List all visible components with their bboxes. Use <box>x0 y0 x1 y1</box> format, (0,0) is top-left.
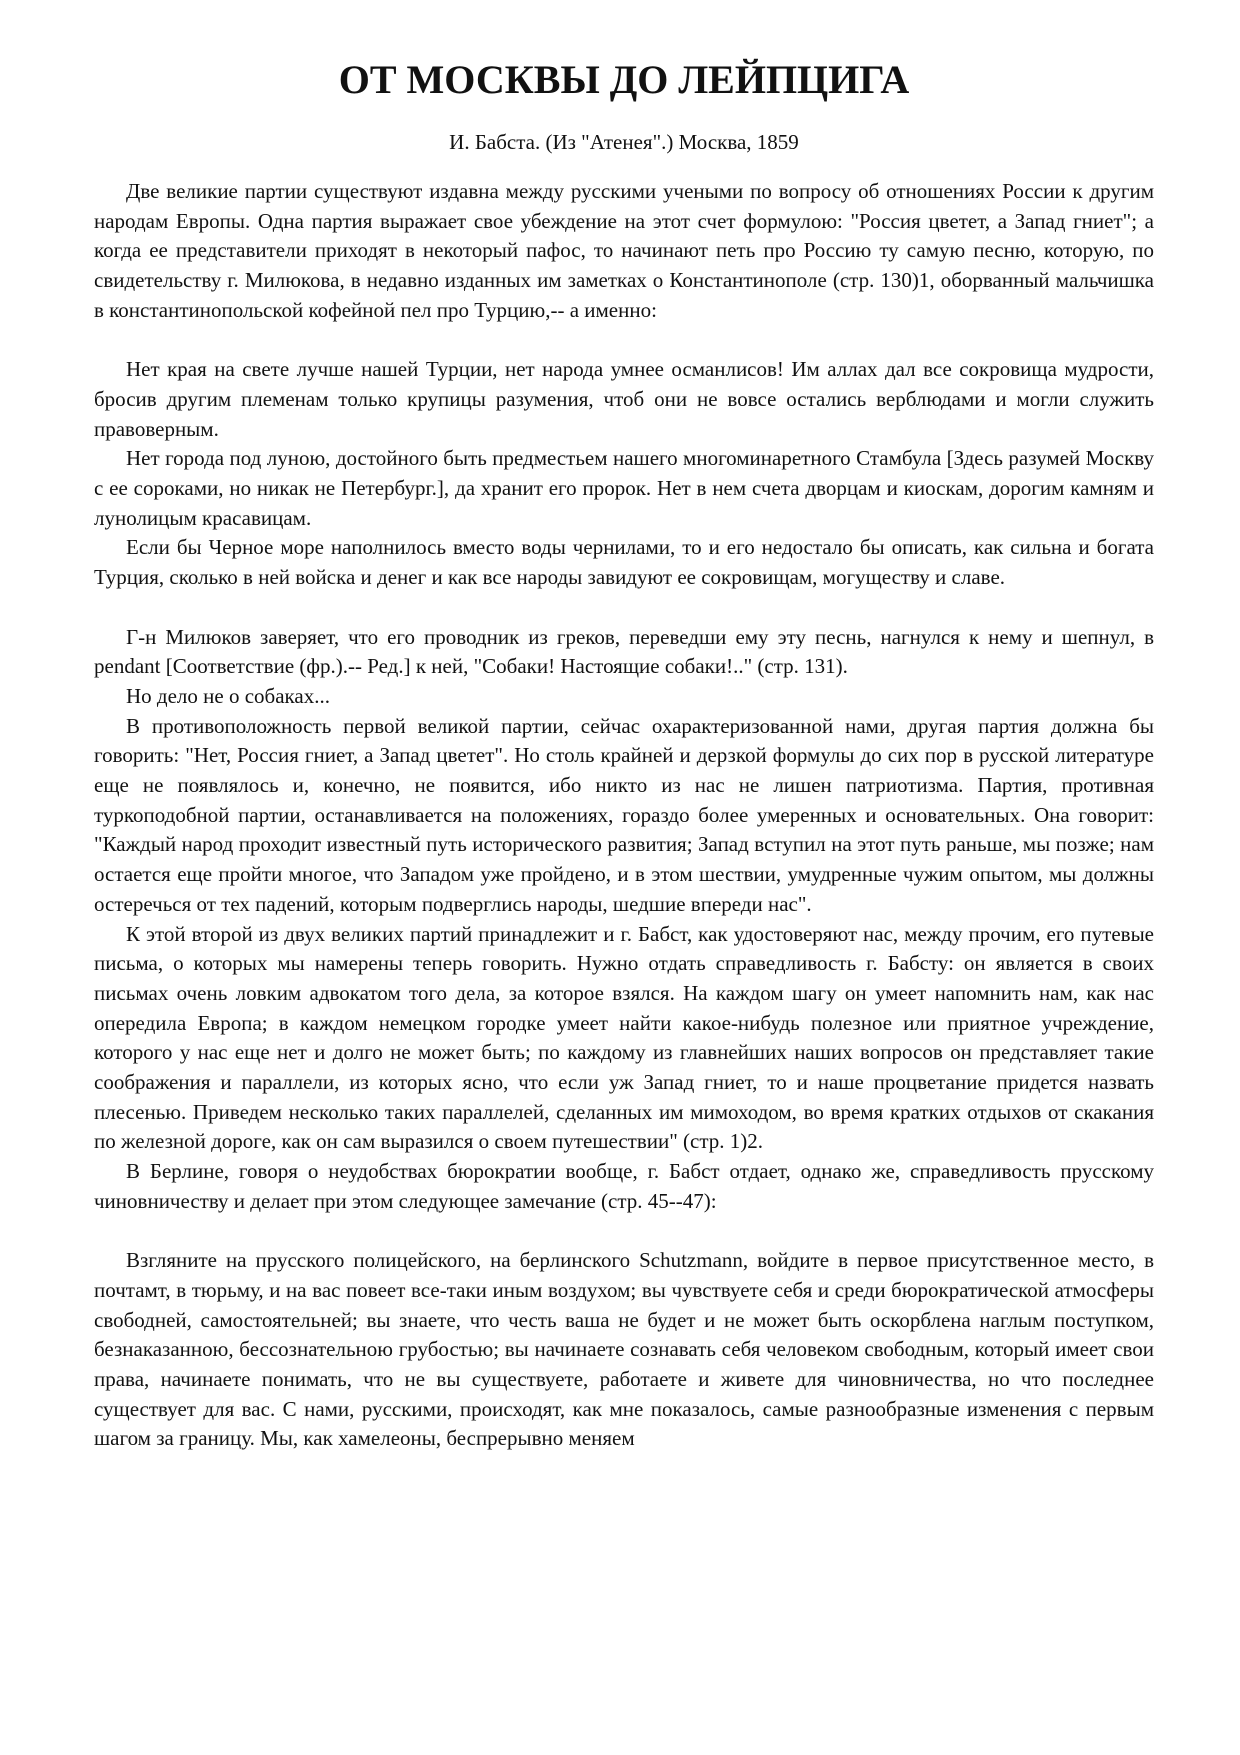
document-page <box>94 50 1154 1454</box>
paragraph: Но дело не о собаках... <box>126 683 330 708</box>
paragraph: К этой второй из двух великих партий принадлежит и г. Бабст, как удостоверяют нас, между прочим, его путевые письма, о которых мы намерены теперь говорить. Нужно отдать справедливость г. Бабсту: он является в своих письмах очень ловким адвокатом того дела, за которое взялся. На каждом шагу он умеет напомнить нам, как нас опередила Европа; в каждом немецком городке умеет найти какое-нибудь полезное или приятное учреждение, которого у нас еще нет и долго не может быть; по каждому из главнейших наших вопросов он представляет такие соображения и параллели, из которых ясно, что если уж Запад гниет, то и наше процветание придется назвать плесенью. Приведем несколько таких параллелей, сделанных им мимоходом, во время кратких отдыхов от скакания по железной дороге, как он сам выразился о своем путешествии" (стр. 1)2. <box>94 921 1154 1154</box>
paragraph-gap <box>94 1217 1154 1247</box>
paragraph: Г-н Милюков заверяет, что его проводник из греков, переведши ему эту песнь, нагнулся к нему и шепнул, в pendant [Соответствие (фр.).-- Ред.] к ней, "Собаки! Настоящие собаки!.." (стр. 131). <box>94 624 1154 679</box>
paragraph-gap <box>94 593 1154 623</box>
paragraph: В Берлине, говоря о неудобствах бюрократии вообще, г. Бабст отдает, однако же, справедливость прусскому чиновничеству и делает при этом следующее замечание (стр. 45--47): <box>94 1159 1154 1213</box>
paragraph-gap <box>94 326 1154 356</box>
quote-paragraph: Нет города под луною, достойного быть предместьем нашего многоминаретного Стамбула [Здесь разумей Москву с ее сороками, но никак не Петербург.], да хранит его пророк. Нет в нем счета дворцам и киоскам, дорогим камням и лунолицым красавицам. <box>94 446 1154 530</box>
document-title: ОТ МОСКВЫ ДО ЛЕЙПЦИГА <box>338 57 910 102</box>
quote-paragraph: Нет края на свете лучше нашей Турции, нет народа умнее османлисов! Им аллах дал все сокровища мудрости, бросив другим племенам только крупицы разумения, чтоб они не вовсе остались верблюдами и могли служить правоверным. <box>94 357 1154 441</box>
document-body <box>94 177 1154 1454</box>
document-subtitle: И. Бабста. (Из "Атенея".) Москва, 1859 <box>449 130 799 154</box>
paragraph: В противоположность первой великой партии, сейчас охарактеризованной нами, другая партия должна бы говорить: "Нет, Россия гниет, а Запад цветет". Но столь крайней и дерзкой формулы до сих пор в русской литературе еще не появлялось и, конечно, не появится, ибо никто из нас не лишен патриотизма. Партия, противная туркоподобной партии, останавливается на положениях, гораздо более умеренных и основательных. Она говорит: "Каждый народ проходит известный путь исторического развития; Запад вступил на этот путь раньше, мы позже; нам остается еще пройти многое, что Западом уже пройдено, и в этом шествии, умудренные чужим опытом, мы должны остеречься от тех падений, которым подверглись народы, шедшие впереди нас". <box>94 713 1154 916</box>
quote-paragraph: Взгляните на прусского полицейского, на берлинского Schutzmann, войдите в первое присутственное место, в почтамт, в тюрьму, и на вас повеет все-таки иным воздухом; вы чувствуете себя и среди бюрократической атмосферы свободней, самостоятельней; вы знаете, что честь ваша не будет и не может быть оскорблена наглым поступком, безнаказанною, бессознательною грубостью; вы начинаете сознавать себя человеком свободным, который имеет свои права, начинаете понимать, что не вы существуете, работаете и живете для чиновничества, но что последнее существует для вас. С нами, русскими, происходят, как мне показалось, самые разнообразные изменения с первым шагом за границу. Мы, как хамелеоны, беспрерывно меняем <box>94 1248 1154 1451</box>
quote-paragraph: Если бы Черное море наполнилось вместо воды чернилами, то и его недостало бы описать, как сильна и богата Турция, сколько в ней войска и денег и как все народы завидуют ее сокровищам, могуществу и славе. <box>94 535 1154 590</box>
paragraph: Две великие партии существуют издавна между русскими учеными по вопросу об отношениях России к другим народам Европы. Одна партия выражает свое убеждение на этот счет формулою: "Россия цветет, а Запад гниет"; а когда ее представители приходят в некоторый пафос, то начинают петь про Россию ту самую песню, которую, по свидетельству г. Милюкова, в недавно изданных им заметках о Константинополе (стр. 130)1, оборванный мальчишка в константинопольской кофейной пел про Турцию,-- а именно: <box>94 179 1154 322</box>
